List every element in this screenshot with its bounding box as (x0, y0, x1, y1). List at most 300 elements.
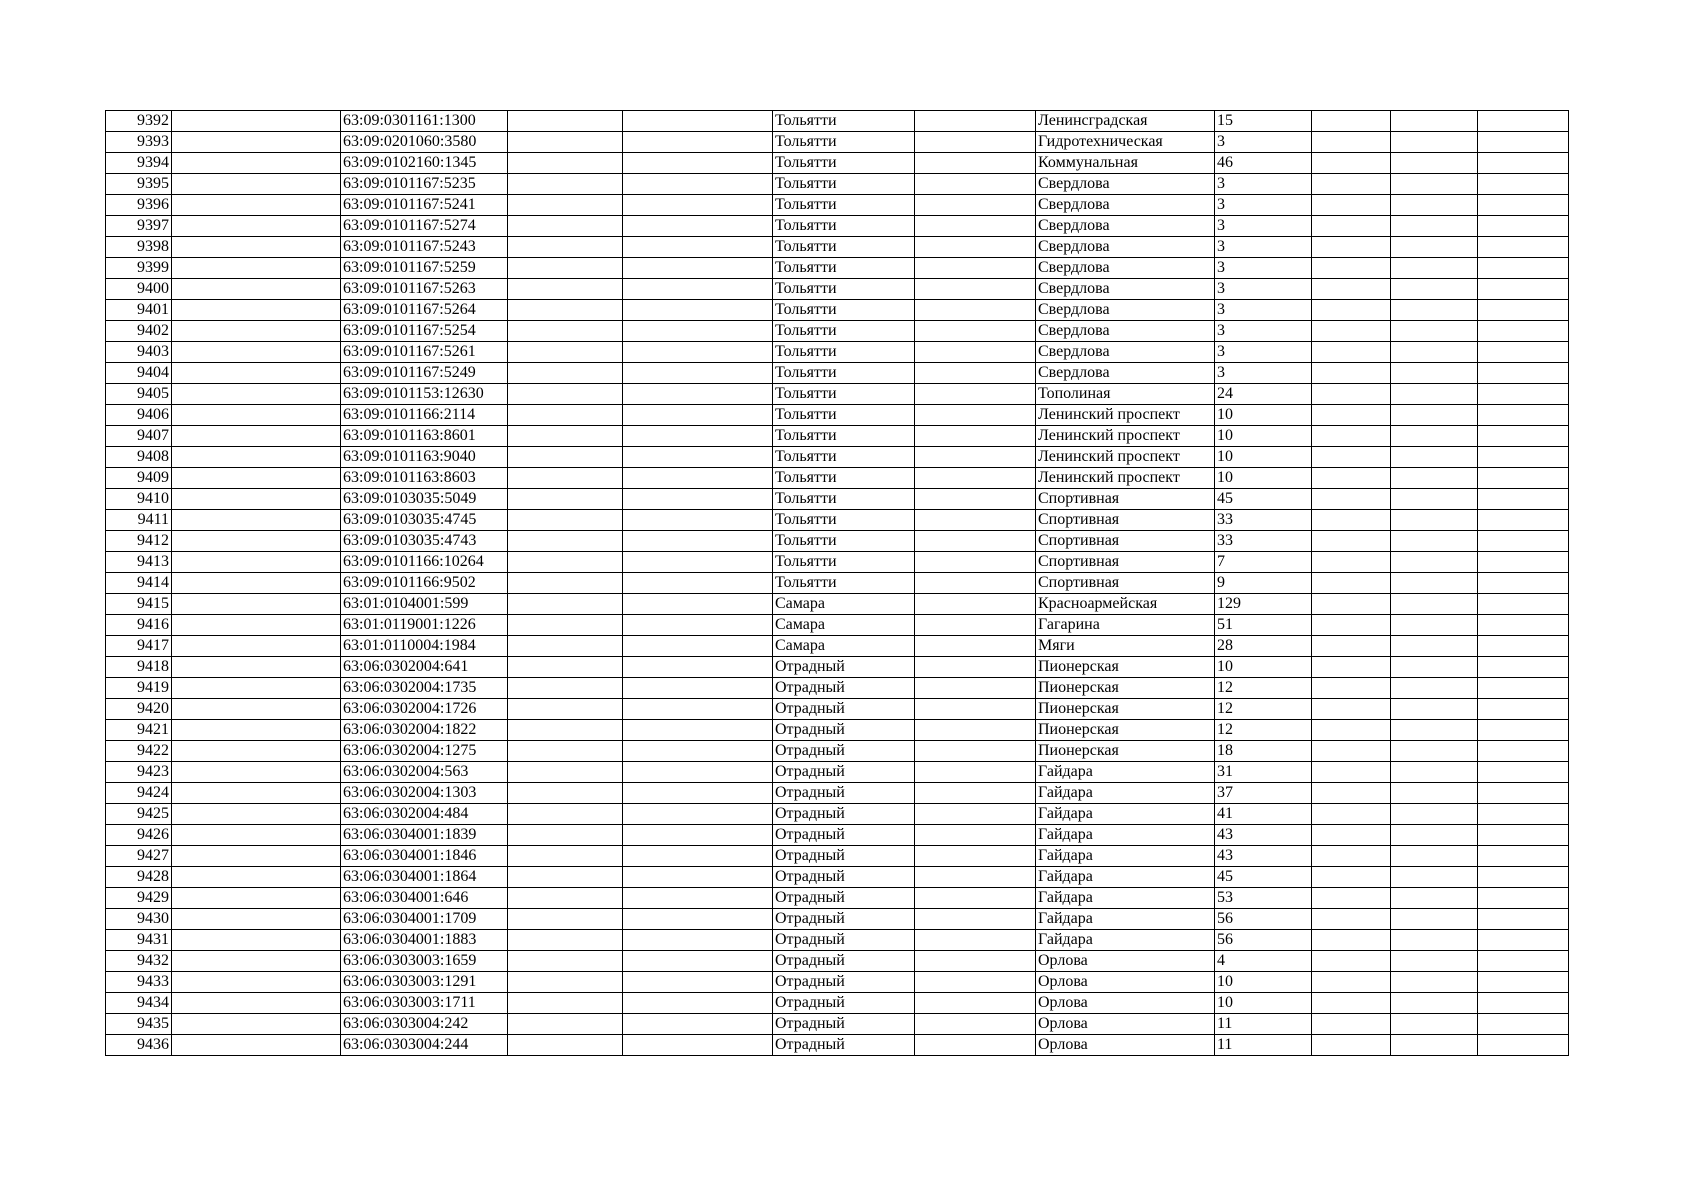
empty-cell (623, 804, 773, 825)
empty-cell (1391, 258, 1478, 279)
city-cell: Самара (773, 615, 915, 636)
empty-cell (172, 909, 341, 930)
empty-cell (508, 489, 623, 510)
empty-cell (623, 993, 773, 1014)
row-number-cell: 9406 (106, 405, 172, 426)
empty-cell (1312, 510, 1391, 531)
empty-cell (172, 111, 341, 132)
city-cell: Тольятти (773, 258, 915, 279)
empty-cell (623, 363, 773, 384)
empty-cell (1391, 1014, 1478, 1035)
empty-cell (1391, 657, 1478, 678)
row-number-cell: 9400 (106, 279, 172, 300)
row-number-cell: 9436 (106, 1035, 172, 1056)
empty-cell (1312, 216, 1391, 237)
empty-cell (1478, 699, 1569, 720)
empty-cell (172, 363, 341, 384)
empty-cell (623, 279, 773, 300)
cadastral-number-cell: 63:09:0103035:4743 (341, 531, 508, 552)
cadastral-number-cell: 63:09:0103035:4745 (341, 510, 508, 531)
city-cell: Отрадный (773, 678, 915, 699)
empty-cell (915, 216, 1036, 237)
table-row (106, 468, 1569, 489)
house-number-cell: 3 (1215, 321, 1312, 342)
empty-cell (915, 174, 1036, 195)
empty-cell (1312, 930, 1391, 951)
empty-cell (623, 426, 773, 447)
city-cell: Тольятти (773, 384, 915, 405)
row-number-cell: 9415 (106, 594, 172, 615)
empty-cell (915, 132, 1036, 153)
empty-cell (623, 1014, 773, 1035)
house-number-cell: 10 (1215, 405, 1312, 426)
empty-cell (508, 405, 623, 426)
cadastral-number-cell: 63:06:0303003:1291 (341, 972, 508, 993)
empty-cell (915, 363, 1036, 384)
empty-cell (1312, 132, 1391, 153)
house-number-cell: 45 (1215, 489, 1312, 510)
row-number-cell: 9404 (106, 363, 172, 384)
empty-cell (1478, 153, 1569, 174)
empty-cell (172, 468, 341, 489)
cadastral-number-cell: 63:06:0303003:1711 (341, 993, 508, 1014)
empty-cell (172, 258, 341, 279)
empty-cell (915, 489, 1036, 510)
empty-cell (1312, 405, 1391, 426)
empty-cell (915, 825, 1036, 846)
city-cell: Тольятти (773, 510, 915, 531)
empty-cell (915, 741, 1036, 762)
empty-cell (1478, 405, 1569, 426)
row-number-cell: 9414 (106, 573, 172, 594)
table-row (106, 1014, 1569, 1035)
street-cell: Ленинский проспект (1036, 405, 1215, 426)
cadastral-number-cell: 63:09:0101167:5261 (341, 342, 508, 363)
empty-cell (172, 699, 341, 720)
cadastral-number-cell: 63:06:0304001:1839 (341, 825, 508, 846)
city-cell: Тольятти (773, 447, 915, 468)
empty-cell (1478, 174, 1569, 195)
empty-cell (623, 321, 773, 342)
cadastral-number-cell: 63:09:0103035:5049 (341, 489, 508, 510)
empty-cell (915, 720, 1036, 741)
row-number-cell: 9429 (106, 888, 172, 909)
empty-cell (1312, 741, 1391, 762)
empty-cell (1391, 720, 1478, 741)
house-number-cell: 3 (1215, 195, 1312, 216)
empty-cell (623, 216, 773, 237)
empty-cell (172, 636, 341, 657)
street-cell: Гидротехническая (1036, 132, 1215, 153)
table-row (106, 615, 1569, 636)
empty-cell (172, 1014, 341, 1035)
empty-cell (1312, 237, 1391, 258)
row-number-cell: 9393 (106, 132, 172, 153)
empty-cell (172, 783, 341, 804)
empty-cell (623, 342, 773, 363)
empty-cell (1391, 636, 1478, 657)
row-number-cell: 9403 (106, 342, 172, 363)
row-number-cell: 9416 (106, 615, 172, 636)
row-number-cell: 9409 (106, 468, 172, 489)
empty-cell (623, 153, 773, 174)
empty-cell (1312, 195, 1391, 216)
empty-cell (623, 783, 773, 804)
empty-cell (1478, 489, 1569, 510)
empty-cell (508, 363, 623, 384)
empty-cell (1478, 447, 1569, 468)
empty-cell (1391, 951, 1478, 972)
empty-cell (915, 300, 1036, 321)
empty-cell (1312, 426, 1391, 447)
empty-cell (508, 321, 623, 342)
table-row (106, 741, 1569, 762)
cadastral-number-cell: 63:06:0302004:484 (341, 804, 508, 825)
empty-cell (1391, 909, 1478, 930)
empty-cell (915, 762, 1036, 783)
empty-cell (1478, 279, 1569, 300)
empty-cell (1478, 678, 1569, 699)
empty-cell (623, 489, 773, 510)
city-cell: Отрадный (773, 846, 915, 867)
empty-cell (623, 573, 773, 594)
cadastral-number-cell: 63:09:0101167:5249 (341, 363, 508, 384)
empty-cell (1391, 615, 1478, 636)
empty-cell (623, 930, 773, 951)
empty-cell (915, 951, 1036, 972)
table-row (106, 426, 1569, 447)
empty-cell (1391, 888, 1478, 909)
street-cell: Ленинсградская (1036, 111, 1215, 132)
street-cell: Орлова (1036, 1014, 1215, 1035)
empty-cell (1312, 678, 1391, 699)
street-cell: Свердлова (1036, 342, 1215, 363)
empty-cell (915, 510, 1036, 531)
street-cell: Ленинский проспект (1036, 468, 1215, 489)
empty-cell (623, 195, 773, 216)
empty-cell (1312, 489, 1391, 510)
row-number-cell: 9421 (106, 720, 172, 741)
empty-cell (1391, 405, 1478, 426)
table-row (106, 720, 1569, 741)
table-row (106, 1035, 1569, 1056)
row-number-cell: 9417 (106, 636, 172, 657)
empty-cell (1391, 594, 1478, 615)
empty-cell (1391, 678, 1478, 699)
empty-cell (1391, 489, 1478, 510)
street-cell: Свердлова (1036, 363, 1215, 384)
empty-cell (623, 300, 773, 321)
street-cell: Пионерская (1036, 720, 1215, 741)
empty-cell (1478, 237, 1569, 258)
row-number-cell: 9418 (106, 657, 172, 678)
street-cell: Мяги (1036, 636, 1215, 657)
cadastral-number-cell: 63:06:0302004:1303 (341, 783, 508, 804)
table-row (106, 909, 1569, 930)
city-cell: Тольятти (773, 237, 915, 258)
table-row (106, 657, 1569, 678)
house-number-cell: 10 (1215, 657, 1312, 678)
city-cell: Отрадный (773, 909, 915, 930)
empty-cell (1478, 132, 1569, 153)
empty-cell (508, 972, 623, 993)
city-cell: Отрадный (773, 951, 915, 972)
city-cell: Самара (773, 594, 915, 615)
table-row (106, 153, 1569, 174)
cadastral-number-cell: 63:09:0101163:8603 (341, 468, 508, 489)
city-cell: Тольятти (773, 573, 915, 594)
empty-cell (1478, 573, 1569, 594)
empty-cell (623, 720, 773, 741)
table-row (106, 195, 1569, 216)
empty-cell (915, 279, 1036, 300)
table-row (106, 930, 1569, 951)
city-cell: Тольятти (773, 363, 915, 384)
house-number-cell: 7 (1215, 552, 1312, 573)
empty-cell (1478, 384, 1569, 405)
street-cell: Гайдара (1036, 846, 1215, 867)
cadastral-number-cell: 63:09:0101166:2114 (341, 405, 508, 426)
house-number-cell: 33 (1215, 531, 1312, 552)
empty-cell (1391, 867, 1478, 888)
empty-cell (915, 342, 1036, 363)
row-number-cell: 9412 (106, 531, 172, 552)
city-cell: Отрадный (773, 1014, 915, 1035)
empty-cell (1312, 279, 1391, 300)
empty-cell (508, 195, 623, 216)
empty-cell (1478, 426, 1569, 447)
empty-cell (508, 846, 623, 867)
empty-cell (172, 174, 341, 195)
table-row (106, 678, 1569, 699)
empty-cell (1478, 363, 1569, 384)
empty-cell (508, 447, 623, 468)
table-row (106, 405, 1569, 426)
street-cell: Спортивная (1036, 531, 1215, 552)
table-row (106, 111, 1569, 132)
empty-cell (623, 1035, 773, 1056)
empty-cell (1312, 909, 1391, 930)
table-row (106, 552, 1569, 573)
cadastral-number-cell: 63:09:0101167:5274 (341, 216, 508, 237)
empty-cell (508, 342, 623, 363)
cadastral-number-cell: 63:09:0101163:9040 (341, 447, 508, 468)
street-cell: Спортивная (1036, 489, 1215, 510)
empty-cell (172, 1035, 341, 1056)
table-body (106, 111, 1569, 1056)
empty-cell (623, 888, 773, 909)
table-row (106, 993, 1569, 1014)
street-cell: Орлова (1036, 993, 1215, 1014)
house-number-cell: 3 (1215, 237, 1312, 258)
empty-cell (1478, 594, 1569, 615)
empty-cell (623, 951, 773, 972)
empty-cell (1312, 468, 1391, 489)
empty-cell (1312, 804, 1391, 825)
table-row (106, 573, 1569, 594)
street-cell: Спортивная (1036, 552, 1215, 573)
table-row (106, 279, 1569, 300)
empty-cell (508, 111, 623, 132)
empty-cell (915, 237, 1036, 258)
city-cell: Отрадный (773, 888, 915, 909)
house-number-cell: 15 (1215, 111, 1312, 132)
empty-cell (1312, 1014, 1391, 1035)
empty-cell (1391, 783, 1478, 804)
street-cell: Свердлова (1036, 174, 1215, 195)
empty-cell (172, 447, 341, 468)
empty-cell (623, 447, 773, 468)
row-number-cell: 9428 (106, 867, 172, 888)
table-row (106, 510, 1569, 531)
empty-cell (623, 111, 773, 132)
street-cell: Гайдара (1036, 804, 1215, 825)
city-cell: Тольятти (773, 216, 915, 237)
row-number-cell: 9419 (106, 678, 172, 699)
empty-cell (915, 405, 1036, 426)
house-number-cell: 24 (1215, 384, 1312, 405)
row-number-cell: 9422 (106, 741, 172, 762)
empty-cell (1312, 825, 1391, 846)
empty-cell (623, 741, 773, 762)
street-cell: Свердлова (1036, 195, 1215, 216)
empty-cell (508, 174, 623, 195)
empty-cell (1391, 342, 1478, 363)
empty-cell (172, 615, 341, 636)
city-cell: Отрадный (773, 741, 915, 762)
empty-cell (915, 447, 1036, 468)
street-cell: Спортивная (1036, 510, 1215, 531)
table-row (106, 783, 1569, 804)
empty-cell (623, 636, 773, 657)
empty-cell (1312, 321, 1391, 342)
house-number-cell: 10 (1215, 972, 1312, 993)
row-number-cell: 9433 (106, 972, 172, 993)
empty-cell (172, 531, 341, 552)
empty-cell (172, 237, 341, 258)
empty-cell (915, 195, 1036, 216)
row-number-cell: 9426 (106, 825, 172, 846)
empty-cell (1391, 510, 1478, 531)
empty-cell (172, 321, 341, 342)
house-number-cell: 129 (1215, 594, 1312, 615)
empty-cell (1478, 342, 1569, 363)
street-cell: Пионерская (1036, 699, 1215, 720)
empty-cell (1391, 762, 1478, 783)
empty-cell (1312, 573, 1391, 594)
street-cell: Гайдара (1036, 867, 1215, 888)
table-row (106, 825, 1569, 846)
empty-cell (172, 132, 341, 153)
empty-cell (623, 699, 773, 720)
row-number-cell: 9408 (106, 447, 172, 468)
empty-cell (1312, 846, 1391, 867)
empty-cell (915, 993, 1036, 1014)
empty-cell (1312, 594, 1391, 615)
empty-cell (623, 762, 773, 783)
empty-cell (172, 279, 341, 300)
empty-cell (915, 321, 1036, 342)
empty-cell (1391, 195, 1478, 216)
house-number-cell: 41 (1215, 804, 1312, 825)
empty-cell (623, 657, 773, 678)
empty-cell (508, 993, 623, 1014)
house-number-cell: 51 (1215, 615, 1312, 636)
empty-cell (1312, 615, 1391, 636)
empty-cell (1478, 552, 1569, 573)
row-number-cell: 9434 (106, 993, 172, 1014)
empty-cell (1478, 321, 1569, 342)
empty-cell (623, 468, 773, 489)
empty-cell (623, 552, 773, 573)
empty-cell (508, 867, 623, 888)
empty-cell (508, 930, 623, 951)
empty-cell (623, 237, 773, 258)
cadastral-number-cell: 63:06:0302004:1275 (341, 741, 508, 762)
empty-cell (1478, 909, 1569, 930)
empty-cell (1312, 1035, 1391, 1056)
cadastral-number-cell: 63:06:0304001:1846 (341, 846, 508, 867)
empty-cell (508, 594, 623, 615)
cadastral-number-cell: 63:06:0302004:563 (341, 762, 508, 783)
table-row (106, 489, 1569, 510)
empty-cell (1391, 132, 1478, 153)
empty-cell (1391, 468, 1478, 489)
table-row (106, 594, 1569, 615)
empty-cell (508, 699, 623, 720)
city-cell: Отрадный (773, 825, 915, 846)
street-cell: Пионерская (1036, 657, 1215, 678)
table-row (106, 972, 1569, 993)
empty-cell (172, 741, 341, 762)
street-cell: Спортивная (1036, 573, 1215, 594)
empty-cell (1478, 468, 1569, 489)
empty-cell (172, 762, 341, 783)
city-cell: Отрадный (773, 1035, 915, 1056)
empty-cell (915, 972, 1036, 993)
empty-cell (915, 594, 1036, 615)
house-number-cell: 37 (1215, 783, 1312, 804)
empty-cell (915, 468, 1036, 489)
city-cell: Отрадный (773, 657, 915, 678)
city-cell: Тольятти (773, 468, 915, 489)
table-row (106, 888, 1569, 909)
empty-cell (915, 657, 1036, 678)
street-cell: Красноармейская (1036, 594, 1215, 615)
house-number-cell: 3 (1215, 216, 1312, 237)
empty-cell (1478, 972, 1569, 993)
empty-cell (1391, 699, 1478, 720)
empty-cell (1312, 300, 1391, 321)
house-number-cell: 31 (1215, 762, 1312, 783)
street-cell: Гагарина (1036, 615, 1215, 636)
table-row (106, 174, 1569, 195)
row-number-cell: 9407 (106, 426, 172, 447)
empty-cell (172, 573, 341, 594)
empty-cell (172, 510, 341, 531)
empty-cell (1478, 657, 1569, 678)
empty-cell (915, 615, 1036, 636)
empty-cell (1478, 867, 1569, 888)
street-cell: Пионерская (1036, 741, 1215, 762)
empty-cell (623, 972, 773, 993)
row-number-cell: 9431 (106, 930, 172, 951)
empty-cell (623, 531, 773, 552)
empty-cell (172, 930, 341, 951)
city-cell: Отрадный (773, 762, 915, 783)
empty-cell (623, 594, 773, 615)
empty-cell (1478, 216, 1569, 237)
